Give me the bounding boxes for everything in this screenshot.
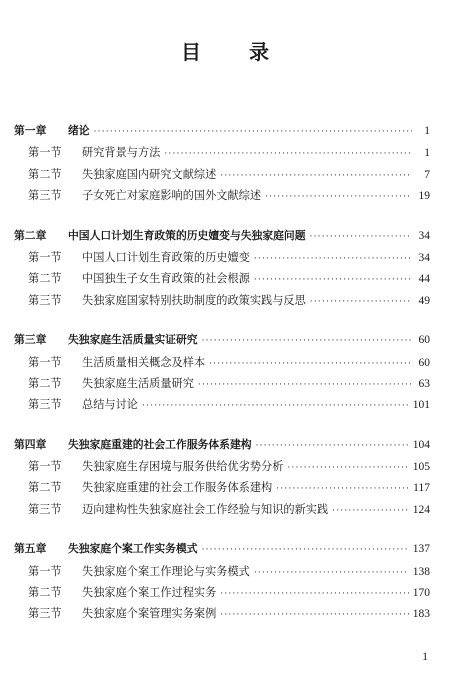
section-label: 第一节 (28, 355, 62, 369)
page-number: 183 (412, 608, 430, 621)
chapter-title: 绪论 (68, 124, 90, 137)
chapter-title: 失独家庭个案工作实务模式 (68, 542, 198, 556)
section-entry[interactable] (14, 375, 430, 396)
section-title: 失独家庭生活质量研究 (82, 376, 194, 390)
section-title: 失独家庭个案工作过程实务 (82, 586, 217, 600)
section-title: 失独家庭个案管理实务案例 (82, 607, 217, 621)
page-number: 137 (412, 543, 430, 556)
chapter-label: 第三章 (14, 333, 47, 347)
chapter-title: 中国人口计划生育政策的历史嬗变与失独家庭问题 (68, 228, 306, 242)
section-entry[interactable] (14, 354, 430, 375)
section-label: 第一节 (28, 564, 62, 578)
dot-leader (310, 297, 412, 307)
page-number: 104 (412, 438, 430, 451)
page-number: 34 (418, 229, 430, 242)
chapter-entry[interactable] (14, 332, 430, 353)
section-title: 失独家庭重建的社会工作服务体系建构 (82, 481, 273, 495)
dot-leader (209, 359, 412, 369)
dot-leader (220, 589, 408, 599)
section-title: 失独家庭生存困境与服务供给优劣势分析 (82, 460, 284, 474)
section-title: 中国独生子女生育政策的社会根源 (82, 272, 250, 286)
chapter-label: 第一章 (14, 124, 47, 137)
chapter-block (14, 332, 430, 418)
section-title: 研究背景与方法 (82, 146, 161, 160)
dot-leader (310, 232, 412, 242)
page-number: 60 (418, 334, 430, 347)
page-number: 44 (418, 273, 430, 286)
section-entry[interactable] (14, 292, 430, 313)
page-number: 49 (418, 294, 430, 307)
section-entry[interactable] (14, 270, 430, 291)
dot-leader (254, 254, 412, 264)
section-title: 失独家庭国家特别扶助制度的政策实践与反思 (82, 293, 306, 307)
page-number: 101 (412, 399, 430, 412)
page-number: 63 (418, 377, 430, 390)
section-entry[interactable] (14, 563, 430, 584)
page-number: 170 (412, 587, 430, 600)
chapter-entry[interactable] (14, 123, 430, 144)
chapter-entry[interactable] (14, 541, 430, 562)
section-title: 失独家庭个案工作理论与实务模式 (82, 564, 250, 578)
chapter-label: 第五章 (14, 542, 47, 556)
section-label: 第一节 (28, 146, 62, 160)
section-entry[interactable] (14, 396, 430, 417)
section-entry[interactable] (14, 249, 430, 270)
dot-leader (202, 336, 412, 346)
section-label: 第三节 (28, 189, 62, 203)
section-entry[interactable] (14, 605, 430, 626)
section-entry[interactable] (14, 166, 430, 187)
chapter-entry[interactable] (14, 437, 430, 458)
dot-leader (256, 441, 409, 451)
section-title: 生活质量相关概念及样本 (82, 355, 206, 369)
table-of-contents (14, 123, 430, 646)
dot-leader (220, 171, 412, 181)
section-label: 第一节 (28, 250, 62, 264)
dot-leader (202, 545, 409, 555)
dot-leader (220, 610, 408, 620)
folio-page-number: 1 (422, 651, 428, 663)
chapter-title: 失独家庭重建的社会工作服务体系建构 (68, 437, 252, 451)
page-number: 34 (418, 251, 430, 264)
section-title: 中国人口计划生育政策的历史嬗变 (82, 250, 250, 264)
section-label: 第三节 (28, 293, 62, 307)
chapter-block (14, 228, 430, 314)
section-entry[interactable] (14, 584, 430, 605)
page-title: 目 录 (181, 40, 283, 64)
section-entry[interactable] (14, 501, 430, 522)
section-title: 子女死亡对家庭影响的国外文献综述 (82, 189, 262, 203)
section-label: 第二节 (28, 376, 62, 390)
chapter-label: 第二章 (14, 228, 47, 242)
section-label: 第一节 (28, 460, 62, 474)
chapter-title: 失独家庭生活质量实证研究 (68, 333, 198, 347)
section-entry[interactable] (14, 458, 430, 479)
dot-leader (142, 401, 409, 411)
page-number: 124 (412, 503, 430, 516)
chapter-block (14, 541, 430, 627)
dot-leader (198, 380, 412, 390)
section-label: 第二节 (28, 272, 62, 286)
page-number: 60 (418, 356, 430, 369)
page-number: 7 (424, 168, 430, 181)
section-label: 第二节 (28, 167, 62, 181)
section-entry[interactable] (14, 479, 430, 500)
chapter-label: 第四章 (14, 437, 47, 451)
section-title: 失独家庭国内研究文献综述 (82, 167, 217, 181)
dot-leader (265, 192, 412, 202)
chapter-block (14, 437, 430, 523)
section-label: 第三节 (28, 607, 62, 621)
dot-leader (94, 127, 412, 137)
dot-leader (254, 275, 412, 285)
chapter-block (14, 123, 430, 209)
section-label: 第二节 (28, 481, 62, 495)
page-number: 19 (418, 190, 430, 203)
section-label: 第三节 (28, 502, 62, 516)
section-title: 总结与讨论 (82, 398, 138, 412)
dot-leader (332, 506, 409, 516)
section-label: 第三节 (28, 398, 62, 412)
dot-leader (287, 463, 408, 473)
page-number: 105 (412, 461, 430, 474)
page-number: 1 (424, 125, 430, 137)
dot-leader (164, 149, 412, 159)
section-entry[interactable] (14, 144, 430, 165)
section-entry[interactable] (14, 187, 430, 208)
section-label: 第二节 (28, 586, 62, 600)
chapter-entry[interactable] (14, 228, 430, 249)
section-title: 迈向建构性失独家庭社会工作经验与知识的新实践 (82, 502, 329, 516)
page-number: 1 (424, 147, 430, 160)
page-number: 117 (413, 482, 430, 495)
dot-leader (276, 484, 409, 494)
page-number: 138 (412, 565, 430, 578)
dot-leader (254, 568, 409, 578)
